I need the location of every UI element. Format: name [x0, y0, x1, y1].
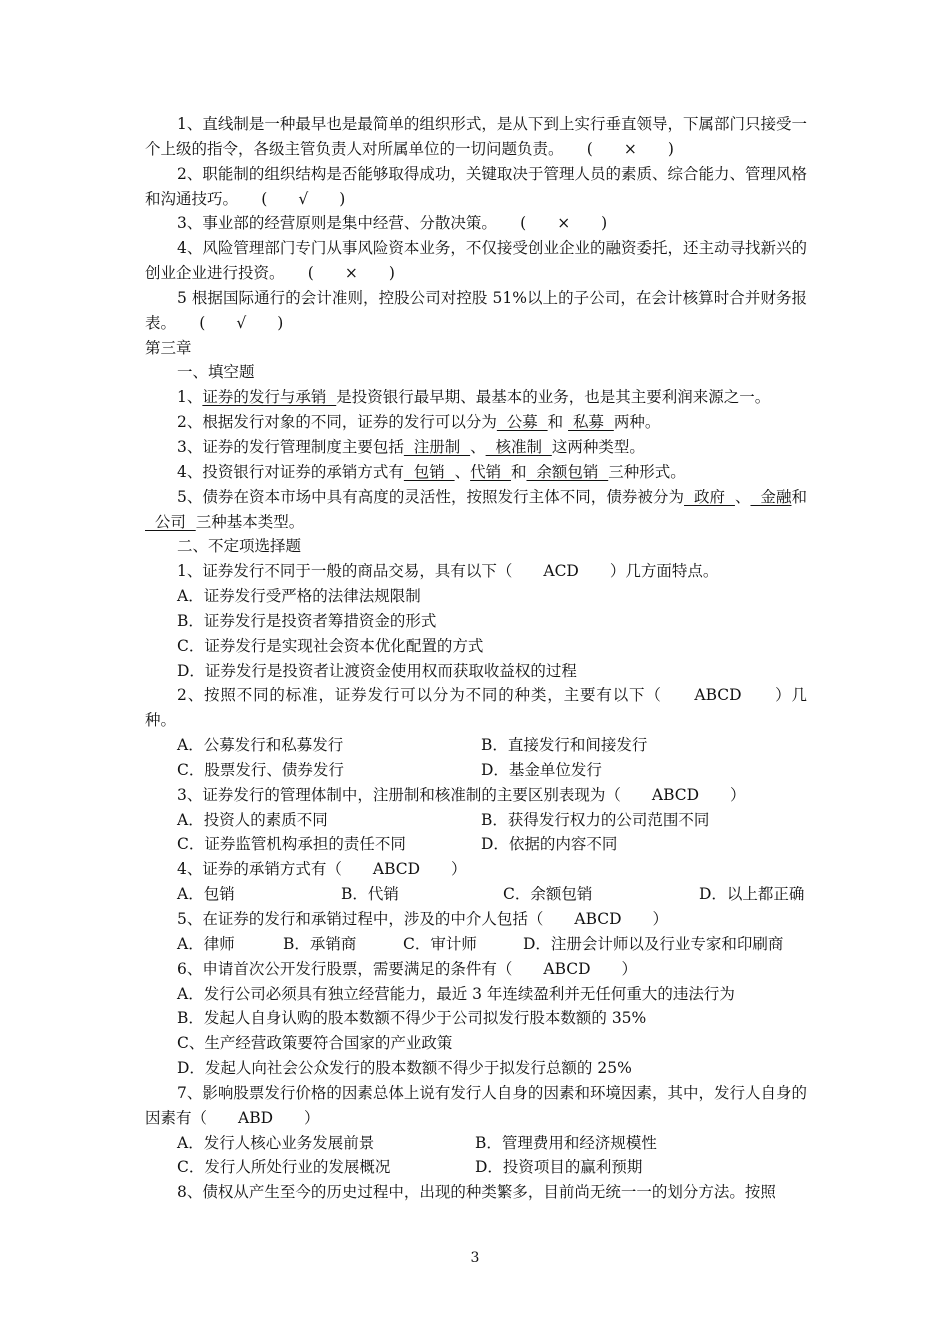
option-text: A．律师	[177, 934, 235, 953]
option-row	[145, 758, 807, 783]
judgement-item-1: 1、直线制是一种最早也是最简单的组织形式，是从下到上实行垂直领导，下属部门只接受一个上级的指令，各级主管负责人对所属单位的一切问题负责。 ( × )	[145, 115, 807, 158]
option-text: C．余额包销	[503, 885, 593, 904]
option-text: A．发行公司必须具有独立经营能力，最近 3 年连续盈利并无任何重大的违法行为	[177, 984, 735, 1003]
choice-question-3: 3、证券发行的管理体制中，注册制和核准制的主要区别表现为（ ABCD ）	[177, 785, 746, 804]
answer-blank: 代销	[470, 462, 511, 481]
option-row	[145, 932, 807, 957]
option-text: D．依据的内容不同	[481, 835, 618, 854]
option-text: A．公募发行和私募发行	[177, 736, 344, 755]
choice-question-2: 2、按照不同的标准，证券发行可以分为不同的种类，主要有以下（ ABCD ）几种。	[145, 686, 807, 730]
chapter-heading: 第三章	[145, 338, 192, 357]
page-content	[145, 112, 807, 1205]
choice-question-5: 5、在证券的发行和承销过程中，涉及的中介人包括（ ABCD ）	[177, 910, 669, 928]
option-row	[145, 808, 807, 833]
option-text: B．管理费用和经济规模性	[475, 1133, 657, 1152]
option-text: B．直接发行和间接发行	[481, 736, 648, 755]
judgement-item-2: 2、职能制的组织结构是否能够取得成功，关键取决于管理人员的素质、综合能力、管理风格和沟通技巧。 ( √ )	[145, 164, 807, 208]
answer-blank: 私募	[568, 413, 614, 432]
judgement-item-3: 3、事业部的经营原则是集中经营、分散决策。 ( × )	[177, 214, 608, 233]
fill-question-1: 1、证券的发行与承销 是投资银行最早期、最基本的业务，也是其主要利润来源之一。	[177, 388, 771, 407]
section-heading-choice: 二、不定项选择题	[177, 537, 302, 556]
answer-blank: 注册制	[403, 437, 471, 456]
option-text: D．证券发行是投资者让渡资金使用权而获取收益权的过程	[177, 661, 577, 680]
option-text: D．投资项目的赢利预期	[475, 1158, 643, 1177]
option-text: C、生产经营政策要符合国家的产业政策	[177, 1034, 453, 1053]
judgement-mark: ( × )	[520, 214, 608, 233]
answer-text: ABCD	[341, 860, 452, 879]
option-text: D．发起人向社会公众发行的股本数额不得少于拟发行总额的 25%	[177, 1059, 632, 1078]
answer-blank: 政府	[684, 487, 735, 506]
judgement-mark: ( × )	[307, 264, 395, 283]
option-row	[145, 733, 807, 758]
option-text: A．证券发行受严格的法律法规限制	[177, 587, 421, 606]
option-text: A．发行人核心业务发展前景	[177, 1133, 375, 1152]
answer-blank: 余额包销	[526, 462, 609, 481]
judgement-mark: ( √ )	[261, 189, 346, 208]
section-heading-fill: 一、填空题	[177, 363, 255, 382]
fill-question-4: 4、投资银行对证券的承销方式有 包销 、代销 和 余额包销 三种形式。	[177, 462, 686, 481]
answer-blank: 金融	[750, 487, 792, 506]
option-row	[145, 882, 807, 907]
answer-text: ABCD	[620, 785, 731, 804]
option-text: B．获得发行权力的公司范围不同	[481, 810, 710, 829]
answer-blank: 公募	[496, 413, 548, 432]
choice-question-6: 6、申请首次公开发行股票，需要满足的条件有（ ABCD ）	[177, 959, 638, 978]
fill-question-5: 5、债券在资本市场中具有高度的灵活性，按照发行主体不同，债券被分为 政府 、 金融和 公司 三种基本类型。	[145, 487, 807, 531]
option-text: B．承销商	[283, 934, 357, 953]
judgement-mark: ( √ )	[199, 313, 284, 332]
answer-text: ACD	[512, 562, 610, 581]
answer-blank: 包销	[403, 462, 455, 481]
fill-question-2: 2、根据发行对象的不同，证券的发行可以分为 公募 和 私募 两种。	[177, 413, 661, 432]
fill-question-3: 3、证券的发行管理制度主要包括 注册制 、 核准制 这两种类型。	[177, 437, 645, 456]
answer-text: ABD	[207, 1108, 305, 1127]
answer-text: ABCD	[661, 686, 776, 705]
option-row	[145, 1131, 807, 1156]
option-text: C．股票发行、债券发行	[177, 760, 344, 779]
answer-blank: 核准制	[485, 437, 552, 456]
choice-question-4: 4、证券的承销方式有（ ABCD ）	[177, 860, 467, 879]
answer-text: ABCD	[512, 959, 622, 978]
choice-question-8: 8、债权从产生至今的历史过程中，出现的种类繁多，目前尚无统一一的划分方法。按照	[177, 1183, 776, 1202]
option-text: B．发起人自身认购的股本数额不得少于公司拟发行股本数额的 35%	[177, 1009, 647, 1028]
judgement-mark: ( × )	[586, 139, 674, 158]
answer-blank: 公司	[145, 512, 196, 531]
option-text: D．基金单位发行	[481, 760, 602, 779]
option-text: D．注册会计师以及行业专家和印刷商	[523, 934, 784, 953]
option-text: C．证券监管机构承担的责任不同	[177, 835, 406, 854]
option-text: B．证券发行是投资者筹措资金的形式	[177, 611, 437, 630]
option-row	[145, 1155, 807, 1180]
option-text: B．代销	[341, 885, 399, 904]
option-text: C．发行人所处行业的发展概况	[177, 1158, 391, 1177]
option-text: A．投资人的素质不同	[177, 810, 328, 829]
choice-question-1: 1、证券发行不同于一般的商品交易，具有以下（ ACD ）几方面特点。	[177, 562, 719, 581]
judgement-item-5: 5 根据国际通行的会计准则，控股公司对控股 51%以上的子公司，在会计核算时合并财务报表。 ( √ )	[145, 288, 807, 332]
option-text: A．包销	[177, 885, 235, 904]
answer-text: ABCD	[543, 910, 653, 928]
answer-blank: 证券的发行与承销	[202, 388, 337, 407]
option-text: C．审计师	[403, 934, 477, 953]
choice-question-7: 7、影响股票发行价格的因素总体上说有发行人自身的因素和环境因素，其中，发行人自身的因素有（ ABD ）	[145, 1083, 807, 1127]
judgement-item-4: 4、风险管理部门专门从事风险资本业务，不仅接受创业企业的融资委托，还主动寻找新兴的创业企业进行投资。 ( × )	[145, 239, 807, 283]
option-text: C．证券发行是实现社会资本优化配置的方式	[177, 636, 484, 655]
option-text: D．以上都正确	[699, 885, 805, 904]
option-row	[145, 832, 807, 857]
page-number: 3	[470, 1250, 480, 1266]
